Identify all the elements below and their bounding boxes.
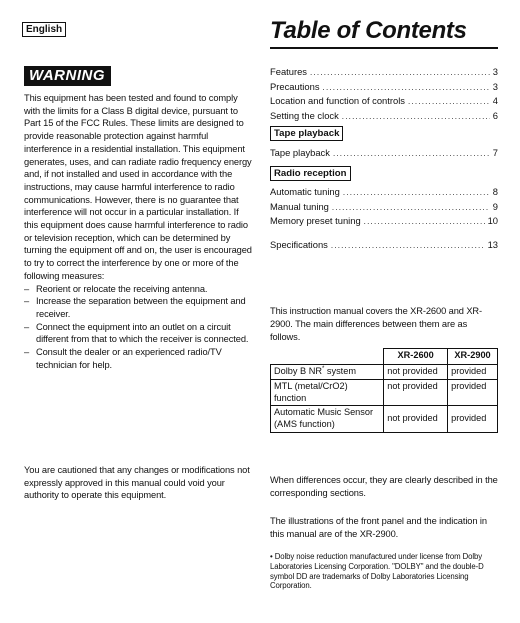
measure-item: – Consult the dealer or an experienced radio/TV technician for help.: [24, 346, 254, 371]
footnote-marker: *: [322, 365, 325, 372]
dolby-footnote: [270, 552, 498, 591]
toc-radio-list: [270, 185, 498, 229]
feature-cell: MTL (metal/CrO2) function: [271, 379, 384, 406]
toc-title: Table of Contents: [270, 17, 467, 44]
value-cell: provided: [448, 406, 498, 433]
value-cell: not provided: [384, 379, 448, 406]
value-cell: not provided: [384, 365, 448, 380]
toc-entry-precautions[interactable]: Precautions ..... 3: [270, 80, 498, 95]
toc-entry-clock[interactable]: Setting the clock ..... 6: [270, 109, 498, 124]
section-heading-tape: Tape playback: [270, 126, 343, 141]
value-cell: provided: [448, 379, 498, 406]
warning-heading: WARNING: [24, 66, 111, 86]
table-row: [271, 379, 498, 406]
dolby-footnote-text: • Dolby noise reduction manufactured under license from Dolby Laboratories Licensing Corporation. "DOLBY" and the double-D symbol DD are trademarks of Dolby Laboratories Licensing Corporation.: [270, 552, 484, 591]
toc-entry-specifications[interactable]: Specifications ..... 13: [270, 238, 498, 253]
column-header: XR-2900: [448, 349, 498, 365]
differences-note: [270, 474, 498, 500]
measure-item: – Increase the separation between the equipment and receiver.: [24, 295, 254, 320]
measures-list: [24, 283, 254, 372]
column-header: XR-2600: [384, 349, 448, 365]
toc-entry-tape-playback[interactable]: Tape playback ..... 7: [270, 146, 498, 161]
measure-item: – Reorient or relocate the receiving antenna.: [24, 283, 254, 296]
toc-entry-automatic-tuning[interactable]: Automatic tuning ..... 8: [270, 185, 498, 200]
toc-tape-list: [270, 146, 498, 161]
table-row: [271, 365, 498, 380]
illustrations-paragraph: The illustrations of the front panel and the indication in this manual are of the XR-2900.: [270, 516, 487, 539]
table-header-row: [271, 349, 498, 365]
caution-paragraph: You are cautioned that any changes or modifications not expressly approved in this manual could void your authority to operate this equipment.: [24, 465, 250, 501]
toc-general-list: [270, 65, 498, 123]
toc-entry-features[interactable]: Features ..... 3: [270, 65, 498, 80]
toc-entry-memory-preset[interactable]: Memory preset tuning ..... 10: [270, 214, 498, 229]
table-corner-cell: [271, 349, 384, 365]
differences-paragraph: When differences occur, they are clearly described in the corresponding sections.: [270, 475, 498, 498]
toc-specs-list: [270, 238, 498, 253]
fcc-warning-paragraph: This equipment has been tested and found to comply with the limits for a Class B digital device, pursuant to Part 15 of the FCC Rules. These limits are designed to provide reasonable protection against harmful interference in a residential installation. This equipment generates, uses, and can radiate radio frequency energy and, if not installed and used in accordance with the instructions, may cause harmful interference to radio communications. However, there is no guarantee that interference will not occur in a particular installation. If this equipment does cause harmful interference to radio or television reception, which can be determined by turning the equipment off and on, the user is encouraged to try to correct the interference by one or more of the following measures:: [24, 93, 252, 281]
toc-entry-controls[interactable]: Location and function of controls ..... 4: [270, 94, 498, 109]
illustrations-note: [270, 515, 498, 541]
feature-cell: Dolby B NR* system: [271, 365, 384, 380]
intro-text: [270, 305, 498, 343]
intro-paragraph: This instruction manual covers the XR-2600 and XR-2900. The main differences between them are as follows.: [270, 306, 483, 342]
value-cell: provided: [448, 365, 498, 380]
feature-cell: Automatic Music Sensor (AMS function): [271, 406, 384, 433]
measure-item: – Connect the equipment into an outlet on a circuit different from that to which the receiver is connected.: [24, 321, 254, 346]
table-row: [271, 406, 498, 433]
caution-text: [24, 464, 254, 502]
value-cell: not provided: [384, 406, 448, 433]
model-comparison-table: [270, 348, 498, 433]
section-heading-radio: Radio reception: [270, 166, 351, 181]
title-divider: [270, 47, 498, 49]
language-label: English: [22, 22, 66, 37]
toc-entry-manual-tuning[interactable]: Manual tuning ..... 9: [270, 200, 498, 215]
fcc-warning-text: [24, 92, 254, 371]
